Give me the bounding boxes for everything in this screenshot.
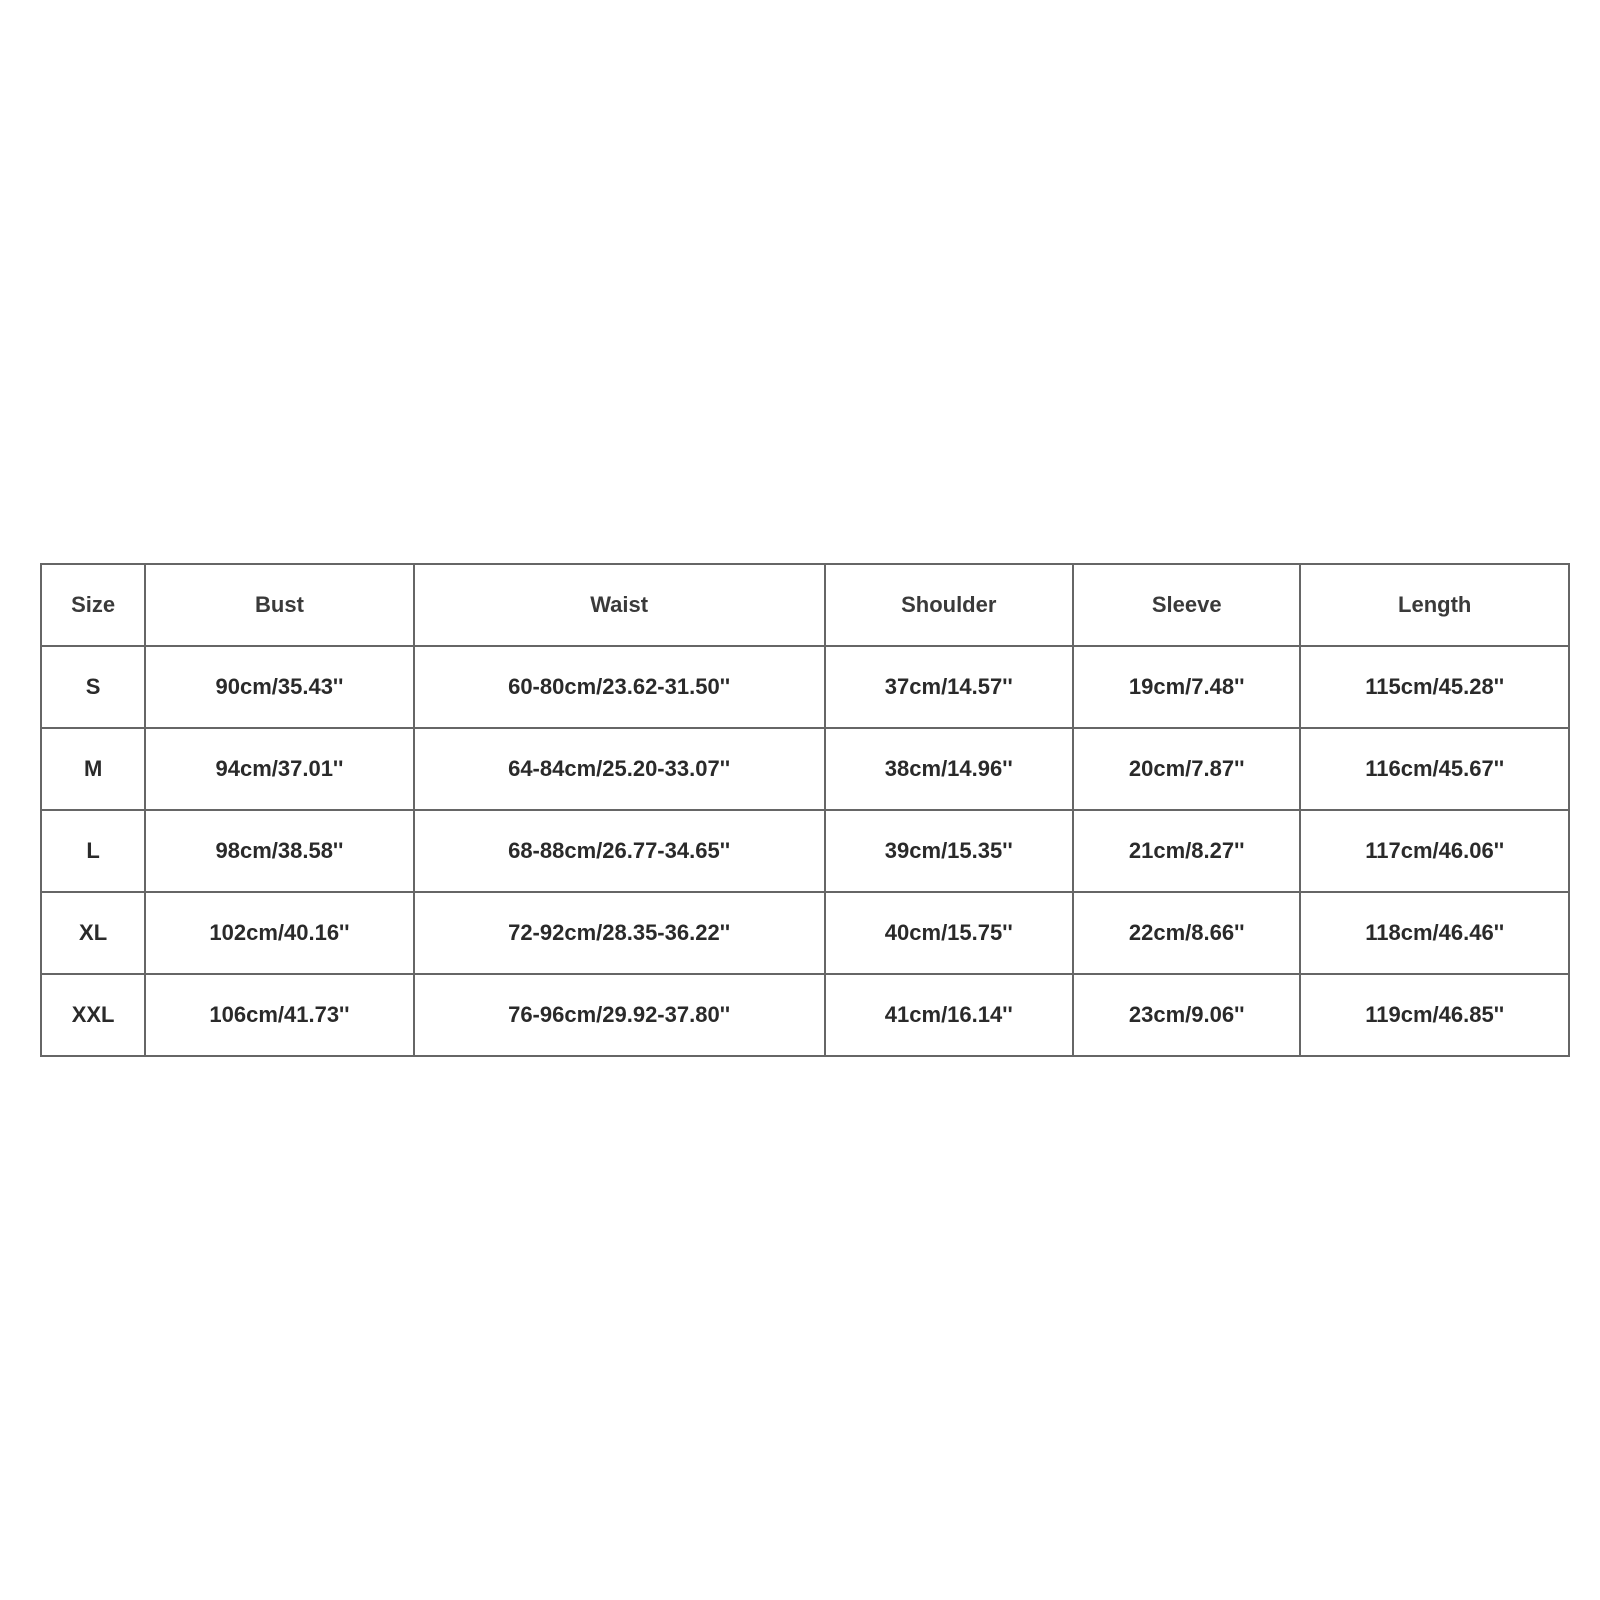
cell-waist: 60-80cm/23.62-31.50'' [414, 646, 825, 728]
cell-shoulder: 41cm/16.14'' [825, 974, 1073, 1056]
table-header-row [41, 564, 1569, 646]
cell-bust: 98cm/38.58'' [145, 810, 414, 892]
header-bust: Bust [145, 564, 414, 646]
cell-length: 116cm/45.67'' [1300, 728, 1569, 810]
cell-shoulder: 39cm/15.35'' [825, 810, 1073, 892]
cell-sleeve: 19cm/7.48'' [1073, 646, 1300, 728]
cell-size: S [41, 646, 145, 728]
cell-sleeve: 23cm/9.06'' [1073, 974, 1300, 1056]
table-row [41, 646, 1569, 728]
table-row [41, 728, 1569, 810]
size-chart-table [40, 563, 1570, 1057]
table-row [41, 974, 1569, 1056]
header-shoulder: Shoulder [825, 564, 1073, 646]
header-length: Length [1300, 564, 1569, 646]
cell-size: XL [41, 892, 145, 974]
cell-size: XXL [41, 974, 145, 1056]
cell-length: 118cm/46.46'' [1300, 892, 1569, 974]
cell-bust: 94cm/37.01'' [145, 728, 414, 810]
cell-bust: 90cm/35.43'' [145, 646, 414, 728]
cell-sleeve: 22cm/8.66'' [1073, 892, 1300, 974]
cell-size: M [41, 728, 145, 810]
cell-length: 117cm/46.06'' [1300, 810, 1569, 892]
cell-waist: 72-92cm/28.35-36.22'' [414, 892, 825, 974]
cell-shoulder: 37cm/14.57'' [825, 646, 1073, 728]
header-size: Size [41, 564, 145, 646]
cell-bust: 106cm/41.73'' [145, 974, 414, 1056]
cell-waist: 76-96cm/29.92-37.80'' [414, 974, 825, 1056]
cell-waist: 64-84cm/25.20-33.07'' [414, 728, 825, 810]
cell-sleeve: 20cm/7.87'' [1073, 728, 1300, 810]
cell-bust: 102cm/40.16'' [145, 892, 414, 974]
cell-shoulder: 40cm/15.75'' [825, 892, 1073, 974]
cell-length: 119cm/46.85'' [1300, 974, 1569, 1056]
cell-shoulder: 38cm/14.96'' [825, 728, 1073, 810]
cell-sleeve: 21cm/8.27'' [1073, 810, 1300, 892]
header-waist: Waist [414, 564, 825, 646]
cell-size: L [41, 810, 145, 892]
table-row [41, 892, 1569, 974]
table-row [41, 810, 1569, 892]
cell-length: 115cm/45.28'' [1300, 646, 1569, 728]
header-sleeve: Sleeve [1073, 564, 1300, 646]
cell-waist: 68-88cm/26.77-34.65'' [414, 810, 825, 892]
